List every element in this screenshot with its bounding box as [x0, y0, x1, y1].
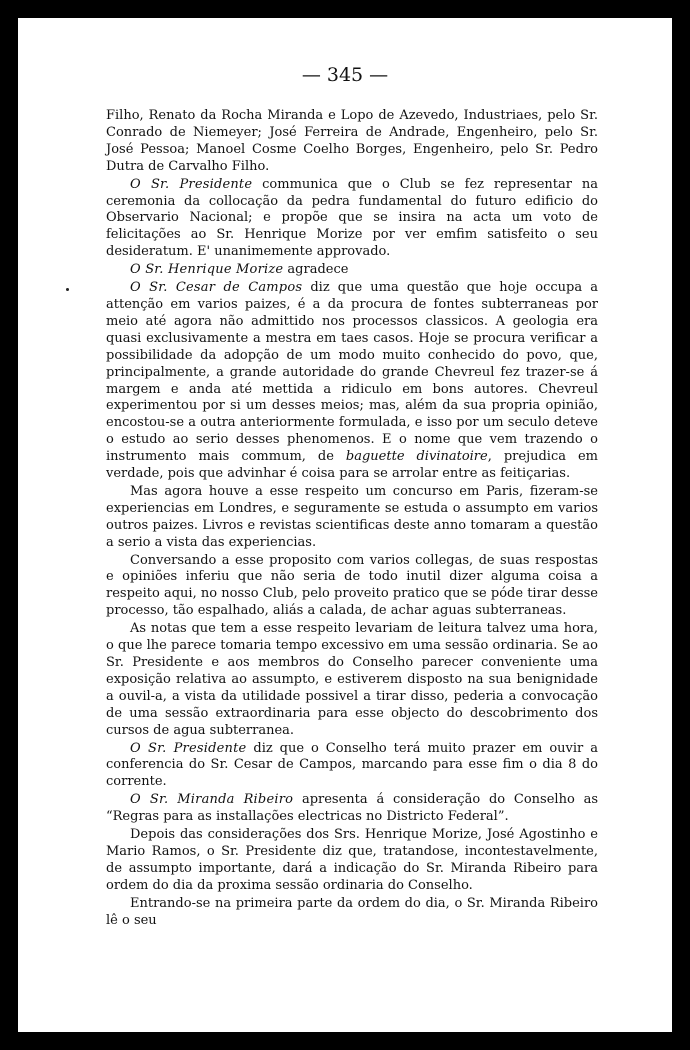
- document-page: [18, 18, 672, 1032]
- speaker-name: O Sr. Presidente: [130, 740, 247, 756]
- paragraph-text: diz que o Conselho terá muito prazer em ouvir a conferencia do Sr. Cesar de Campos, marcando para esse fim o dia 8 do corrente.: [106, 740, 598, 790]
- paragraph-9: [106, 792, 598, 826]
- speaker-name: O Sr. Henrique Morize: [130, 262, 284, 278]
- paragraph-text: diz que uma questão que hoje occupa a attenção em varios paizes, é a da procura de fontes subterraneas por meio até agora não admittido nos processos classicos. A geologia era quasi exclusivamente a mestra em taes casos. Hoje se procura verificar a possibilidade da adopção de um modo muito conhecido do povo, que, principalmente, a grande autoridade do grande Chevreul fez trazer-se á margem e anda até mettida a ridiculo em bons autores. Chevreul experimentou por si um desses meios; mas, além da sua propria opinião, encostou-se a outra anteriormente formulada, e isso por um seculo deteve o estudo ao serio desses phenomenos. E o nome que vem trazendo o instrumento mais commum, de: [106, 280, 598, 465]
- paragraph-2: [106, 177, 598, 262]
- paragraph-text: apresenta á consideração do Conselho as “Regras para as installações electricas no Districto Federal”.: [106, 792, 598, 825]
- paragraph-8: [106, 741, 598, 792]
- paragraph-6: Conversando a esse proposito com varios collegas, de suas respostas e opiniões inferiu que não seria de todo inutil dizer alguma coisa a respeito aqui, no nosso Club, pelo proveito pratico que se póde tirar desse processo, tão espalhado, aliás a calada, de achar aguas subterraneas.: [106, 552, 598, 619]
- paragraph-3: [106, 262, 598, 279]
- paragraph-10: Depois das considerações dos Srs. Henrique Morize, José Agostinho e Mario Ramos, o Sr. Presidente diz que, tratandose, incontestavelmente, de assumpto importante, dará a indicação do Sr. Miranda Ribeiro para ordem do dia da proxima sessão ordinaria do Conselho.: [106, 827, 598, 893]
- speaker-name: O Sr. Cesar de Campos: [130, 280, 303, 296]
- paragraph-11: Entrando-se na primeira parte da ordem do dia, o Sr. Miranda Ribeiro lê o seu: [106, 895, 598, 928]
- paragraph-1: Filho, Renato da Rocha Miranda e Lopo de Azevedo, Industriaes, pelo Sr. Conrado de Niemeyer; José Ferreira de Andrade, Engenheiro, pelo Sr. José Pessoa; Manoel Cosme Coelho Borges, Engenheiro, pelo Sr. Pedro Dutra de Carvalho Filho.: [106, 108, 598, 174]
- paragraph-4: [106, 280, 598, 483]
- paragraph-5: Mas agora houve a esse respeito um concurso em Paris, fizeram-se experiencias em Londres, e seguramente se estuda o assumpto em varios outros paizes. Livros e revistas scientificas deste anno tomaram a questão a serio a vista das experiencias.: [106, 483, 598, 550]
- speaker-name: O Sr. Presidente: [130, 176, 253, 192]
- body-text: [106, 108, 598, 931]
- paragraph-text: communica que o Club se fez representar na ceremonia da collocação da pedra fundamental do futuro edificio do Observario Nacional; e propõe que se insira na acta um voto de felicitações ao Sr. Henrique Morize por ver emfim satisfeito o seu desideratum. E' unanimemente approvado.: [106, 176, 598, 260]
- speaker-name: O Sr. Miranda Ribeiro: [130, 792, 294, 808]
- paragraph-7: As notas que tem a esse respeito levariam de leitura talvez uma hora, o que lhe parece tomaria tempo excessivo em uma sessão ordinaria. Se ao Sr. Presidente e aos membros do Conselho parecer conveniente uma exposição relativa ao assumpto, e estiverem disposto na sua benignidade a ouvil-a, a vista da utilidade possivel a tirar disso, pederia a convocação de uma sessão extraordinaria para esse objecto do descobrimento dos cursos de agua subterranea.: [106, 621, 598, 738]
- paragraph-text: agradece: [283, 262, 349, 278]
- italic-term: baguette divinatoire: [345, 449, 488, 465]
- page-number: — 345 —: [301, 64, 389, 86]
- stray-ink-mark: [66, 288, 69, 291]
- paragraph-text: , prejudica em verdade, pois que advinhar é coisa para se arrolar entre as feitiçarias.: [106, 449, 598, 482]
